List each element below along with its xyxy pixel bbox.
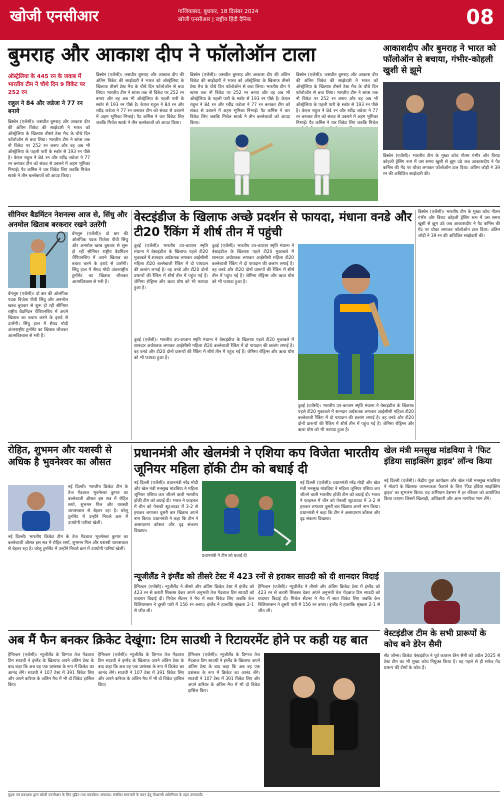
story-southee — [8, 633, 380, 789]
photo-caption: प्रधानमंत्री ने टीम को बधाई दी — [202, 553, 247, 558]
story-mandhana — [134, 210, 414, 440]
story-headline: न्यूजीलैंड ने इंग्लैंड को तीसरे टेस्ट में 423 रनों से हराकर साउदी को दी शानदार विदाई — [134, 572, 379, 581]
story-body-continued: नई दिल्ली (एजेंसी)। प्रधानमंत्री नरेंद्र मोदी और खेल मंत्री मनसुख मांडविया ने महिला जूनियर एशिया कप जीतने वाली भारतीय हॉकी टीम को बधाई दी। भारत ने फाइनल में चीन को पेनल्टी शूटआउट में 3-2 से हराकर लगातार दूसरी बार खिताब अपने नाम किया। प्रधानमंत्री ने कहा कि टीम ने असाधारण कौशल और दृढ़ संकल्प दिखाया। — [300, 481, 380, 522]
story-sidebar-continued — [418, 210, 500, 440]
story-westindies — [384, 572, 500, 790]
story-body: नई दिल्ली (एजेंसी)। प्रधानमंत्री नरेंद्र मोदी और खेल मंत्री मनसुख मांडविया ने महिला जूनियर एशिया कप जीतने वाली भारतीय हॉकी टीम को बधाई दी। भारत ने फाइनल में चीन को पेनल्टी शूटआउट में 3-2 से हराकर लगातार दूसरी बार खिताब अपने नाम किया। प्रधानमंत्री ने कहा कि टीम ने असाधारण कौशल और दृढ़ संकल्प दिखाया। — [134, 481, 198, 534]
cricketer-illustration — [298, 244, 414, 400]
story-body: ब्रिस्बेन (एजेंसी)। भारतीय टीम के मुख्य कोच गौतम गंभीर और विराट कोहली ड्रेसिंग रूम में उस समय खुशी से झूम उठे जब आकाशदीप ने पैट कमिंस की गेंद पर चौका लगाकर फॉलोऑन टाल दिया। अंतिम जोड़ी ने 39 रन की अविजित साझेदारी की। — [418, 210, 500, 239]
story-body: दुबई (एजेंसी)। भारतीय उप-कप्तान स्मृति मंधाना ने वेस्टइंडीज के खिलाफ पहले टी20 मुकाबले में शानदार अर्धशतक लगाकर आईसीसी महिला टी20 बल्लेबाजी रैंकिंग में दो पायदान की छलांग लगाई है। वह वनडे और टी20 दोनों प्रारूपों की रैंकिंग में शीर्ष तीन में पहुंच गई हैं। जेमिमा रोड्रिग्स और ऋचा घोष को भी फायदा हुआ है। — [134, 244, 208, 291]
page-footer — [8, 791, 500, 801]
story-rohit — [8, 445, 128, 625]
story-body: ब्रिस्बेन (एजेंसी)। भारतीय टीम के मुख्य कोच गौतम गंभीर और विराट कोहली ड्रेसिंग रूम में उस समय खुशी से झूम उठे जब आकाशदीप ने पैट कमिंस की गेंद पर चौका लगाकर फॉलोऑन टाल दिया। अंतिम जोड़ी ने 39 रन की अविजित साझेदारी की। — [383, 154, 500, 177]
story-sidebar-top — [383, 44, 500, 202]
section-divider — [8, 630, 380, 631]
column-rule — [131, 445, 132, 625]
header-dateline — [178, 8, 258, 24]
story-hockey — [134, 445, 380, 569]
sammy-photo — [384, 572, 500, 624]
southee-farewell-illustration — [264, 653, 380, 787]
story-body-continued: ब्रिस्बेन (एजेंसी)। जसप्रीत बुमराह और आकाश दीप की अंतिम विकेट की साझेदारी ने भारत को ऑस्ट्रेलिया के खिलाफ तीसरे टेस्ट मैच के चौथे दिन फॉलोऑन से बचा लिया। भारतीय टीम ने स्टंप्स तक नौ विकेट पर 252 रन बनाए और वह अब भी ऑस्ट्रेलिया के पहली पारी के स्कोर से 193 रन पीछे है। केएल राहुल ने 84 रन और रवींद्र जडेजा ने 77 रन बनाकर टीम को संकट से उबारने में अहम भूमिका निभाई। पैट कमिंस ने चार विकेट लिए जबकि मिचेल — [296, 73, 378, 126]
story-headline: खेल मंत्री मनसुख मांडविया ने 'फिट इंडिया साइक्लिंग ड्राइव' लॉन्च किया — [384, 445, 492, 466]
story-headline: सीनियर बैडमिंटन नेशनल्स आज से, सिंधु और अनमोल खिताब बरकरार रखने उतरेंगी — [8, 210, 128, 229]
story-subheads — [8, 73, 90, 208]
story-body-continued: दुबई (एजेंसी)। भारतीय उप-कप्तान स्मृति मंधाना ने वेस्टइंडीज के खिलाफ पहले टी20 मुकाबले में शानदार अर्धशतक लगाकर आईसीसी महिला टी20 बल्लेबाजी रैंकिंग में दो पायदान की छलांग लगाई है। वह वनडे और टी20 दोनों प्रारूपों की रैंकिंग में शीर्ष तीन में पहुंच गई हैं। जेमिमा रोड्रिग्स और ऋचा घोष को भी फायदा हुआ है। — [298, 404, 414, 433]
story-body: हैमिल्टन (एजेंसी)। न्यूजीलैंड के दिग्गज तेज गेंदबाज टिम साउथी ने इंग्लैंड के खिलाफ अपने अंतिम टेस्ट के बाद कहा कि अब वह एक प्रशंसक के रूप में क्रिकेट का आनंद लेंगे। साउथी ने 107 टेस्ट में 391 विकेट लिए और अपने करियर के अंतिम मैच में भी दो विकेट हासिल किए। — [8, 653, 94, 688]
story-body: ब्रिस्बेन (एजेंसी)। जसप्रीत बुमराह और आकाश दीप की अंतिम विकेट की साझेदारी ने भारत को ऑस्ट्रेलिया के खिलाफ तीसरे टेस्ट मैच के चौथे दिन फॉलोऑन से बचा लिया। भारतीय टीम ने स्टंप्स तक नौ विकेट पर 252 रन बनाए और वह अब भी ऑस्ट्रेलिया के पहली पारी के स्कोर से 193 रन पीछे है। केएल राहुल ने 84 रन और रवींद्र जडेजा ने 77 रन बनाकर टीम को संकट से उबारने में अहम भूमिका निभाई। पैट कमिंस ने चार विकेट लिए जबकि मिचेल स्टार्क ने तीन बल्लेबाजों को आउट किया। — [8, 120, 90, 179]
bhuvneshwar-photo — [8, 485, 64, 531]
cricket-players-illustration — [190, 127, 378, 201]
hockey-team-photo — [202, 481, 296, 551]
dateline-date: गाजियाबाद, बुधवार, 18 दिसंबर 2024 — [178, 9, 259, 15]
story-body-continued: ब्रिस्बेन (एजेंसी)। जसप्रीत बुमराह और आकाश दीप की अंतिम विकेट की साझेदारी ने भारत को ऑस्ट्रेलिया के खिलाफ तीसरे टेस्ट मैच के चौथे दिन फॉलोऑन से बचा लिया। भारतीय टीम ने स्टंप्स तक नौ विकेट पर 252 रन बनाए और वह अब भी ऑस्ट्रेलिया के पहली पारी के स्कोर से 193 रन पीछे है। केएल राहुल ने 84 रन और रवींद्र जडेजा ने 77 रन बनाकर टीम को संकट से उबारने में अहम भूमिका निभाई। पैट कमिंस ने चार विकेट लिए जबकि मिचेल स्टार्क ने तीन बल्लेबाजों को आउट किया। — [190, 73, 290, 126]
story-headline: अब मैं फैन बनकर क्रिकेट देखूंगा: टिम साउथी ने रिटायरमेंट होने पर कही यह बात — [8, 633, 368, 647]
story-body-continued: नई दिल्ली। भारतीय क्रिकेट टीम के तेज गेंदबाज भुवनेश्वर कुमार का बल्लेबाजी औसत इस सत्र में रोहित शर्मा, शुभमन गिल और यशस्वी जायसवाल से बेहतर रहा है। घरेलू टूर्नामेंट में उन्होंने निचले क्रम में उपयोगी पारियां खेलीं। — [8, 535, 128, 552]
story-subhead: राहुल ने 84 और जडेजा ने 77 रन बनाये — [8, 101, 83, 115]
story-body: सेंट जॉन्स। क्रिकेट वेस्टइंडीज ने पूर्व कप्तान डेरेन सैमी को अप्रैल 2025 से टेस्ट टीम का भी मुख्य कोच नियुक्त किया है। वह पहले से ही सफेद गेंद प्रारूप की टीमों के कोच हैं। — [384, 654, 500, 671]
story-body-continued: ब्रिस्बेन (एजेंसी)। जसप्रीत बुमराह और आकाश दीप की अंतिम विकेट की साझेदारी ने भारत को ऑस्ट्रेलिया के खिलाफ तीसरे टेस्ट मैच के चौथे दिन फॉलोऑन से बचा लिया। भारतीय टीम ने स्टंप्स तक नौ विकेट पर 252 रन बनाए और वह अब भी ऑस्ट्रेलिया के पहली पारी के स्कोर से 193 रन पीछे है। केएल राहुल ने 84 रन और रवींद्र जडेजा ने 77 रन बनाकर टीम को संकट से उबारने में अहम भूमिका निभाई। पैट कमिंस ने चार विकेट लिए जबकि मिचेल स्टार्क ने तीन बल्लेबाजों को आउट किया। — [96, 73, 184, 126]
story-badminton — [8, 210, 128, 440]
section-divider — [8, 206, 500, 207]
story-body-continued: हैमिल्टन (एजेंसी)। न्यूजीलैंड के दिग्गज तेज गेंदबाज टिम साउथी ने इंग्लैंड के खिलाफ अपने अंतिम टेस्ट के बाद कहा कि अब वह एक प्रशंसक के रूप में क्रिकेट का आनंद लेंगे। साउथी ने 107 टेस्ट में 391 विकेट लिए और अपने करियर के अंतिम मैच में भी दो विकेट हासिल किए। — [188, 653, 260, 694]
story-bumrah — [8, 45, 378, 205]
hockey-players-illustration — [202, 481, 296, 551]
story-headline: बुमराह और आकाश दीप ने फॉलोऑन टाला — [8, 43, 316, 66]
badminton-player-photo — [8, 232, 68, 288]
story-headline: प्रधानमंत्री और खेलमंत्री ने एशिया कप विजेता भारतीय जूनियर महिला हॉकी टीम को बधाई दी — [134, 445, 379, 476]
section-divider — [8, 442, 500, 443]
story-nz — [134, 572, 380, 628]
story-fitindia — [384, 445, 500, 569]
story-body: नई दिल्ली (एजेंसी)। केंद्रीय युवा कार्यक्रम और खेल मंत्री मनसुख मांडविया ने मोटापे के खिलाफ जागरूकता फैलाने के लिए 'फिट इंडिया साइक्लिंग ड्राइव' का शुभारंभ किया। यह अभियान देशभर में हर रविवार को आयोजित किया जाएगा जिसमें खिलाड़ी, अधिकारी और आम नागरिक भाग लेंगे। — [384, 479, 500, 502]
masthead-brand: खोजी एनसीआर — [10, 7, 99, 25]
coach-players-illustration — [383, 82, 500, 150]
dressing-room-photo — [383, 82, 500, 150]
story-body-continued: हैमिल्टन (एजेंसी)। न्यूजीलैंड ने तीसरे और अंतिम क्रिकेट टेस्ट में इंग्लैंड को 423 रन से करारी शिकस्त देकर अपने अनुभवी तेज गेंदबाज टिम साउदी को यादगार विदाई दी। मिचेल सैंटनर ने मैच में सात विकेट लिए जबकि केन विलियमसन ने दूसरी पारी में 156 रन बनाए। इंग्लैंड ने हालांकि श्रृंखला 2-1 से जीत ली। — [258, 585, 380, 614]
story-body: बेंगलुरु (एजेंसी)। दो बार की ओलंपिक पदक विजेता पीवी सिंधु और अनमोल खरब बुधवार से शुरू हो रही सीनियर राष्ट्रीय बैडमिंटन चैंपियनशिप में अपने खिताब का बचाव करने के इरादे से उतरेंगी। सिंधु हाल में सैयद मोदी अंतरराष्ट्रीय टूर्नामेंट का खिताब जीतकर आत्मविश्वास से भरी हैं। — [72, 232, 128, 285]
story-body-continued: दुबई (एजेंसी)। भारतीय उप-कप्तान स्मृति मंधाना ने वेस्टइंडीज के खिलाफ पहले टी20 मुकाबले में शानदार अर्धशतक लगाकर आईसीसी महिला टी20 बल्लेबाजी रैंकिंग में दो पायदान की छलांग लगाई है। वह वनडे और टी20 दोनों प्रारूपों की रैंकिंग में शीर्ष तीन में पहुंच गई हैं। जेमिमा रोड्रिग्स और ऋचा घोष को भी फायदा हुआ है। — [134, 338, 294, 361]
page-number: 08 — [466, 5, 494, 29]
column-rule — [415, 210, 416, 440]
page-header — [0, 0, 504, 40]
story-body-continued: दुबई (एजेंसी)। भारतीय उप-कप्तान स्मृति मंधाना ने वेस्टइंडीज के खिलाफ पहले टी20 मुकाबले में शानदार अर्धशतक लगाकर आईसीसी महिला टी20 बल्लेबाजी रैंकिंग में दो पायदान की छलांग लगाई है। वह वनडे और टी20 दोनों प्रारूपों की रैंकिंग में शीर्ष तीन में पहुंच गई हैं। जेमिमा रोड्रिग्स और ऋचा घोष को भी फायदा हुआ है। — [212, 244, 294, 285]
mandhana-photo — [298, 244, 414, 400]
shuttler-illustration — [8, 232, 68, 288]
story-headline: रोहित, शुभमन और यशस्वी से अधिक है भुवनेश्वर का औसत — [8, 445, 112, 468]
story-headline: वेस्टइंडीज टीम के सभी प्रारूपों के कोच बने डेरेन सैमी — [384, 628, 487, 649]
story-subhead: ऑस्ट्रेलिया के 445 रन के जवाब में भारतीय टीम ने चौथे दिन 9 विकेट पर 252 रन — [8, 74, 86, 96]
story-body-continued: हैमिल्टन (एजेंसी)। न्यूजीलैंड के दिग्गज तेज गेंदबाज टिम साउथी ने इंग्लैंड के खिलाफ अपने अंतिम टेस्ट के बाद कहा कि अब वह एक प्रशंसक के रूप में क्रिकेट का आनंद लेंगे। साउथी ने 107 टेस्ट में 391 विकेट लिए और अपने करियर के अंतिम मैच में भी दो विकेट हासिल किए। — [98, 653, 184, 688]
story-body-continued: बेंगलुरु (एजेंसी)। दो बार की ओलंपिक पदक विजेता पीवी सिंधु और अनमोल खरब बुधवार से शुरू हो रही सीनियर राष्ट्रीय बैडमिंटन चैंपियनशिप में अपने खिताब का बचाव करने के इरादे से उतरेंगी। सिंधु हाल में सैयद मोदी अंतरराष्ट्रीय टूर्नामेंट का खिताब जीतकर आत्मविश्वास से भरी हैं। — [8, 292, 68, 339]
story-body: नई दिल्ली। भारतीय क्रिकेट टीम के तेज गेंदबाज भुवनेश्वर कुमार का बल्लेबाजी औसत इस सत्र में रोहित शर्मा, शुभमन गिल और यशस्वी जायसवाल से बेहतर रहा है। घरेलू टूर्नामेंट में उन्होंने निचले क्रम में उपयोगी पारियां खेलीं। — [68, 485, 128, 526]
column-rule — [131, 210, 132, 440]
dateline-publication: खोजी एनसीआर | राष्ट्रीय हिंदी दैनिक — [178, 17, 251, 23]
story-body: हैमिल्टन (एजेंसी)। न्यूजीलैंड ने तीसरे और अंतिम क्रिकेट टेस्ट में इंग्लैंड को 423 रन से करारी शिकस्त देकर अपने अनुभवी तेज गेंदबाज टिम साउदी को यादगार विदाई दी। मिचेल सैंटनर ने मैच में सात विकेट लिए जबकि केन विलियमसन ने दूसरी पारी में 156 रन बनाए। इंग्लैंड ने हालांकि श्रृंखला 2-1 से जीत ली। — [134, 585, 254, 614]
coach-portrait-illustration — [384, 572, 500, 624]
southee-photo — [264, 653, 380, 787]
story-headline: वेस्टइंडीज के खिलाफ अच्छे प्रदर्शन से फायदा, मंधाना वनडे और टी20 रैंकिंग में शीर्ष तीन में पहुंची — [134, 210, 412, 239]
cricket-action-photo — [190, 127, 378, 201]
story-headline: आकाशदीप और बुमराह ने भारत को फॉलोऑन से बचाया, गंभीर-कोहली खुशी से झूमे — [383, 44, 497, 76]
footer-imprint: मुद्रक एवं प्रकाशक द्वारा खोजी एनसीआर के लिए मुद्रित तथा प्रकाशित। संपादक: संबंधित समाचारों के चयन हेतु पीआरबी अधिनियम के तहत उत्तरदायी। — [8, 793, 204, 797]
player-portrait-illustration — [8, 485, 64, 531]
